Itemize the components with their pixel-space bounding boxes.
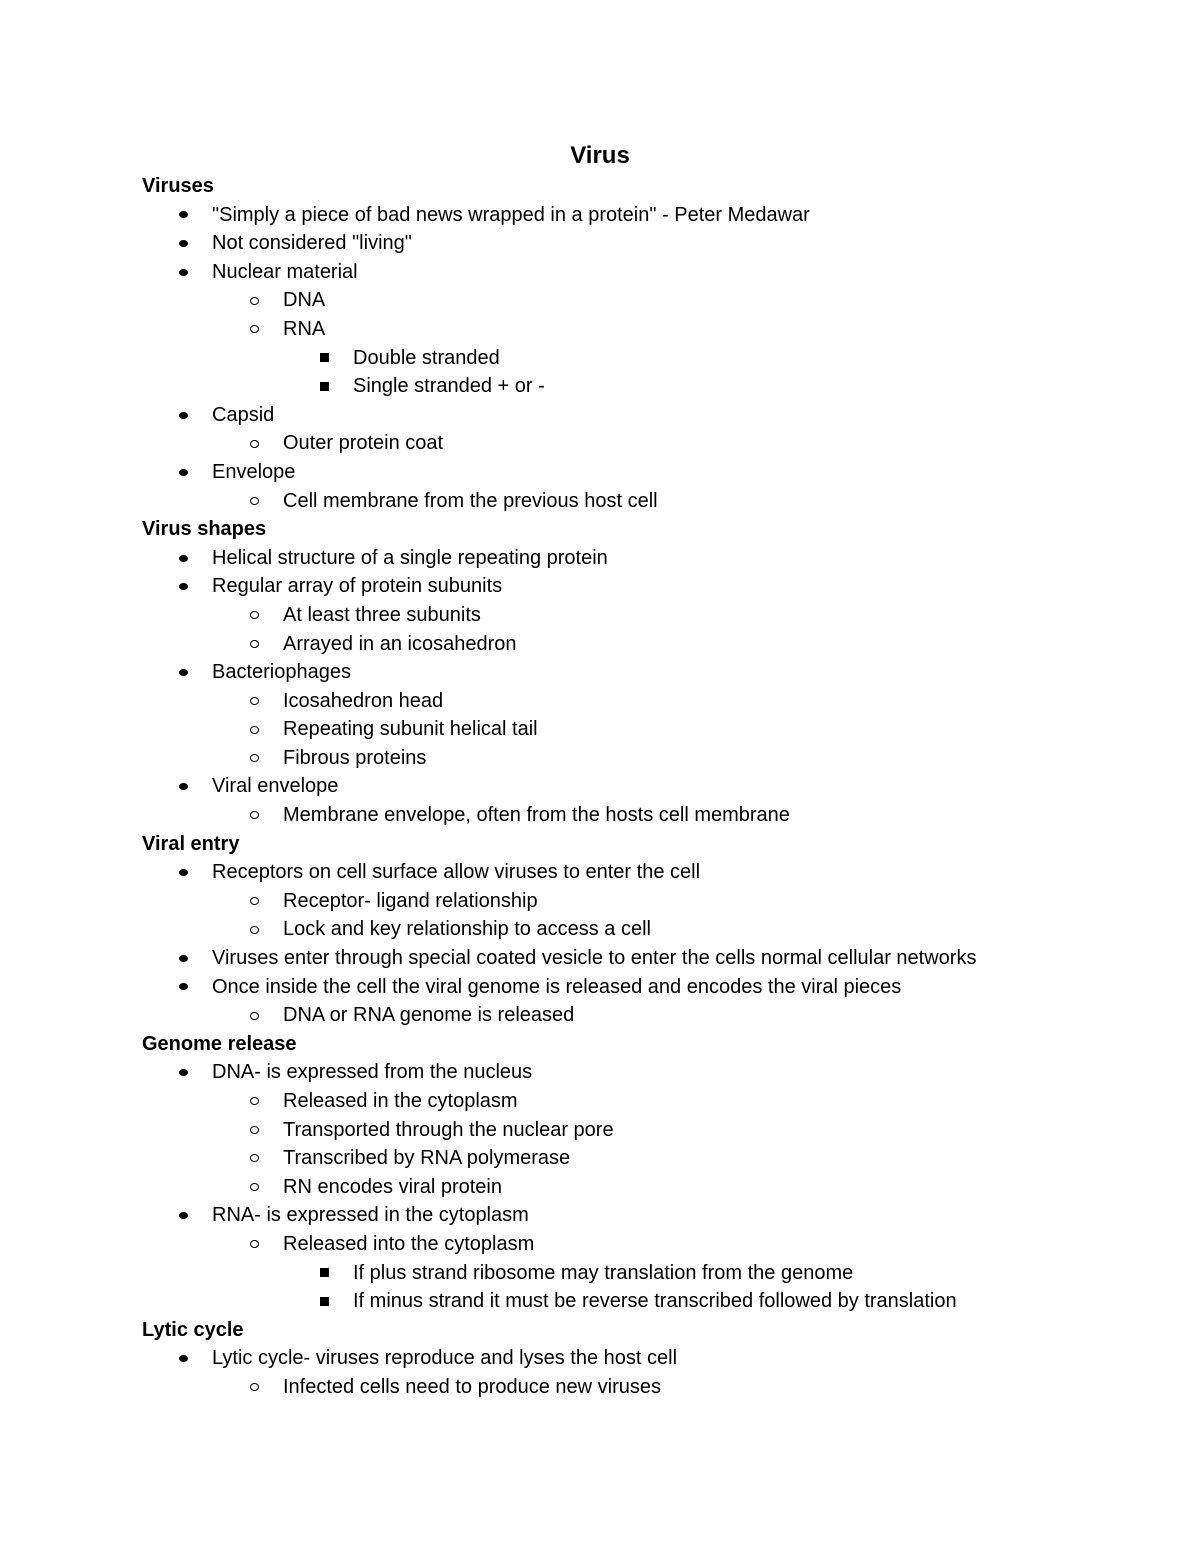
list-item: [142, 201, 1102, 230]
section-heading-text: Virus shapes: [142, 518, 267, 541]
bullet-dot-icon: [176, 1201, 190, 1230]
bullet-circle-icon: [247, 1001, 261, 1030]
list-item: [142, 1116, 1102, 1145]
bullet-circle-icon: [247, 887, 261, 916]
list-item-text: RN encodes viral protein: [283, 1175, 502, 1198]
bullet-dot-icon: [176, 401, 190, 430]
bullet-square-icon: [317, 1259, 331, 1288]
bullet-circle-icon: [247, 429, 261, 458]
list-item-text: Regular array of protein subunits: [212, 575, 503, 598]
bullet-dot-icon: [176, 973, 190, 1002]
list-item: [142, 286, 1102, 315]
list-item: [142, 1230, 1102, 1259]
list-item: [142, 544, 1102, 573]
bullet-circle-icon: [247, 1373, 261, 1402]
bullet-circle-icon: [247, 1173, 261, 1202]
list-item: [142, 1373, 1102, 1402]
section-heading-text: Viruses: [142, 175, 214, 197]
list-item-text: Outer protein coat: [283, 432, 444, 455]
bullet-circle-icon: [247, 801, 261, 830]
list-item: [142, 487, 1102, 516]
list-item: [142, 344, 1102, 373]
bullet-circle-icon: [247, 1144, 261, 1173]
list-item-text: RNA- is expressed in the cytoplasm: [212, 1204, 529, 1227]
list-item: [142, 1259, 1102, 1288]
list-item: [142, 1287, 1102, 1316]
section-heading: [142, 830, 1102, 859]
bullet-circle-icon: [247, 915, 261, 944]
list-item: [142, 372, 1102, 401]
list-item-text: Arrayed in an icosahedron: [283, 632, 517, 655]
list-item-text: Infected cells need to produce new viruses: [283, 1375, 661, 1398]
list-item-text: DNA or RNA genome is released: [283, 1004, 575, 1027]
bullet-square-icon: [317, 1287, 331, 1316]
list-item-text: If plus strand ribosome may translation from the genome: [353, 1261, 854, 1284]
list-item: [142, 915, 1102, 944]
outline-list: [142, 172, 1102, 1402]
list-item: [142, 315, 1102, 344]
bullet-dot-icon: [176, 572, 190, 601]
list-item: [142, 715, 1102, 744]
list-item: [142, 687, 1102, 716]
list-item: [142, 1087, 1102, 1116]
list-item: [142, 401, 1102, 430]
bullet-circle-icon: [247, 315, 261, 344]
list-item-text: If minus strand it must be reverse transcribed followed by translation: [353, 1290, 957, 1313]
bullet-square-icon: [317, 344, 331, 373]
list-item-text: Receptors on cell surface allow viruses to enter the cell: [212, 861, 701, 884]
bullet-circle-icon: [247, 1230, 261, 1259]
bullet-dot-icon: [176, 258, 190, 287]
bullet-dot-icon: [176, 1058, 190, 1087]
list-item-text: Viruses enter through special coated vesicle to enter the cells normal cellular networks: [212, 947, 977, 970]
list-item-text: Receptor- ligand relationship: [283, 889, 538, 912]
list-item: [142, 887, 1102, 916]
list-item-text: Icosahedron head: [283, 689, 444, 712]
list-item: [142, 630, 1102, 659]
bullet-circle-icon: [247, 1087, 261, 1116]
section-heading: [142, 172, 1102, 201]
list-item-text: Capsid: [212, 403, 275, 426]
list-item: [142, 572, 1102, 601]
list-item: [142, 801, 1102, 830]
section-heading-text: Lytic cycle: [142, 1318, 244, 1341]
list-item-text: Released in the cytoplasm: [283, 1090, 518, 1112]
section-heading: [142, 1030, 1102, 1059]
list-item: [142, 973, 1102, 1002]
list-item-text: At least three subunits: [283, 603, 481, 626]
bullet-circle-icon: [247, 601, 261, 630]
list-item-text: Envelope: [212, 460, 296, 483]
list-item-text: Double stranded: [353, 346, 500, 369]
list-item: [142, 1201, 1102, 1230]
list-item-text: "Simply a piece of bad news wrapped in a protein" - Peter Medawar: [212, 203, 810, 226]
list-item-text: Fibrous proteins: [283, 746, 427, 769]
list-item-text: Not considered "living": [212, 232, 412, 255]
bullet-dot-icon: [176, 772, 190, 801]
bullet-circle-icon: [247, 744, 261, 773]
section-heading: [142, 515, 1102, 544]
list-item-text: Single stranded + or -: [353, 375, 545, 398]
list-item-text: Released into the cytoplasm: [283, 1232, 535, 1255]
list-item-text: Lytic cycle- viruses reproduce and lyses the host cell: [212, 1347, 678, 1370]
section-heading: [142, 1316, 1102, 1345]
list-item-text: DNA- is expressed from the nucleus: [212, 1061, 533, 1084]
list-item-text: Cell membrane from the previous host cell: [283, 489, 658, 512]
bullet-dot-icon: [176, 858, 190, 887]
list-item-text: Lock and key relationship to access a cell: [283, 918, 651, 941]
bullet-dot-icon: [176, 201, 190, 230]
list-item: [142, 658, 1102, 687]
list-item-text: DNA: [283, 289, 326, 312]
list-item: [142, 601, 1102, 630]
list-item: [142, 1344, 1102, 1373]
bullet-dot-icon: [176, 229, 190, 258]
bullet-circle-icon: [247, 286, 261, 315]
section-heading-text: Viral entry: [142, 832, 240, 855]
list-item-text: Helical structure of a single repeating protein: [212, 546, 608, 569]
bullet-circle-icon: [247, 487, 261, 516]
list-item-text: RNA: [283, 317, 326, 340]
list-item: [142, 229, 1102, 258]
list-item-text: Repeating subunit helical tail: [283, 718, 538, 741]
list-item: [142, 429, 1102, 458]
bullet-square-icon: [317, 372, 331, 401]
list-item-text: Nuclear material: [212, 260, 358, 283]
list-item: [142, 1144, 1102, 1173]
list-item-text: Viral envelope: [212, 775, 339, 798]
list-item: [142, 744, 1102, 773]
list-item: [142, 1058, 1102, 1087]
list-item: [142, 944, 1102, 973]
bullet-dot-icon: [176, 458, 190, 487]
bullet-dot-icon: [176, 1344, 190, 1373]
bullet-circle-icon: [247, 687, 261, 716]
list-item: [142, 772, 1102, 801]
section-heading-text: Genome release: [142, 1032, 297, 1055]
list-item-text: Transcribed by RNA polymerase: [283, 1147, 571, 1170]
bullet-circle-icon: [247, 630, 261, 659]
list-item-text: Once inside the cell the viral genome is released and encodes the viral pieces: [212, 975, 902, 998]
document-page: [142, 140, 1102, 1402]
list-item: [142, 258, 1102, 287]
bullet-dot-icon: [176, 544, 190, 573]
list-item-text: Membrane envelope, often from the hosts cell membrane: [283, 804, 790, 827]
list-item: [142, 458, 1102, 487]
list-item: [142, 1001, 1102, 1030]
bullet-circle-icon: [247, 1116, 261, 1145]
list-item-text: Bacteriophages: [212, 661, 351, 684]
list-item-text: Transported through the nuclear pore: [283, 1118, 614, 1141]
bullet-dot-icon: [176, 658, 190, 687]
document-title: Virus: [570, 142, 630, 169]
bullet-dot-icon: [176, 944, 190, 973]
list-item: [142, 858, 1102, 887]
list-item: [142, 1173, 1102, 1202]
bullet-circle-icon: [247, 715, 261, 744]
